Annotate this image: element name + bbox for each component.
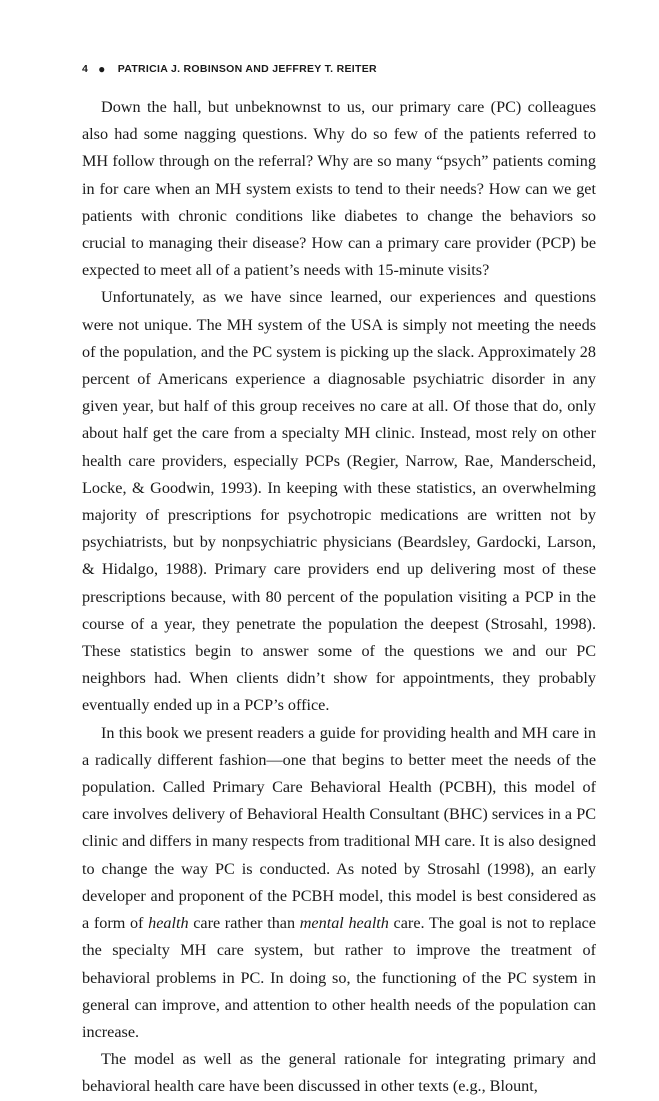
paragraph-4: The model as well as the general rationale for integrating primary and behavioral health care have been discussed in other texts (e.g., Blount, [82, 1050, 596, 1096]
book-page [82, 58, 596, 1101]
bullet-separator-icon: ● [98, 62, 106, 76]
running-head [82, 58, 596, 80]
emphasis-mental-health: mental health [299, 914, 389, 933]
paragraph-1: Down the hall, but unbeknownst to us, our primary care (PC) colleagues also had some nagging questions. Why do so few of the patients referred to MH follow through on the referral? Why are so many “psych” patients coming in for care when an MH system exists to tend to their needs? How can we get patients with chronic conditions like diabetes to change the behaviors so crucial to managing their disease? How can a primary care provider (PCP) be expected to meet all of a patient’s needs with 15-minute visits? [82, 98, 596, 280]
paragraph-3-part-3: care. The goal is not to replace the specialty MH care system, but rather to improve the treatment of behavioral problems in PC. In doing so, the functioning of the PC system in general can improve, and attention to other health needs of the population can increase. [82, 914, 596, 1041]
emphasis-health: health [148, 914, 189, 933]
paragraph-3-part-1: In this book we present readers a guide for providing health and MH care in a radically different fashion—one that begins to better meet the needs of the population. Called Primary Care Behavioral Health (PCBH), this model of care involves delivery of Behavioral Health Consultant (BHC) services in a PC clinic and differs in many respects from traditional MH care. It is also designed to change the way PC is conducted. As noted by Strosahl (1998), an early developer and proponent of the PCBH model, this model is best considered as a form of [82, 723, 596, 933]
body-text [82, 94, 596, 1101]
paragraph-3 [82, 720, 596, 1046]
running-head-authors: PATRICIA J. ROBINSON AND JEFFREY T. REITER [117, 63, 377, 75]
paragraph-3-part-2: care rather than [188, 914, 300, 933]
paragraph-2: Unfortunately, as we have since learned, our experiences and questions were not unique. The MH system of the USA is simply not meeting the needs of the population, and the PC system is picking up the slack. Approximately 28 percent of Americans experience a diagnosable psychiatric disorder in any given year, but half of this group receives no care at all. Of those that do, only about half get the care from a specialty MH clinic. Instead, most rely on other health care providers, especially PCPs (Regier, Narrow, Rae, Manderscheid, Locke, & Goodwin, 1993). In keeping with these statistics, an overwhelming majority of prescriptions for psychotropic medications are written not by psychiatrists, but by nonpsychiatric physicians (Beardsley, Gardocki, Larson, & Hidalgo, 1988). Primary care providers end up delivering most of these prescriptions because, with 80 percent of the population visiting a PCP in the course of a year, they penetrate the population the deepest (Strosahl, 1998). These statistics begin to answer some of the questions we and our PC neighbors had. When clients didn’t show for appointments, they probably eventually ended up in a PCP’s office. [82, 288, 596, 715]
page-number: 4 [82, 63, 89, 75]
